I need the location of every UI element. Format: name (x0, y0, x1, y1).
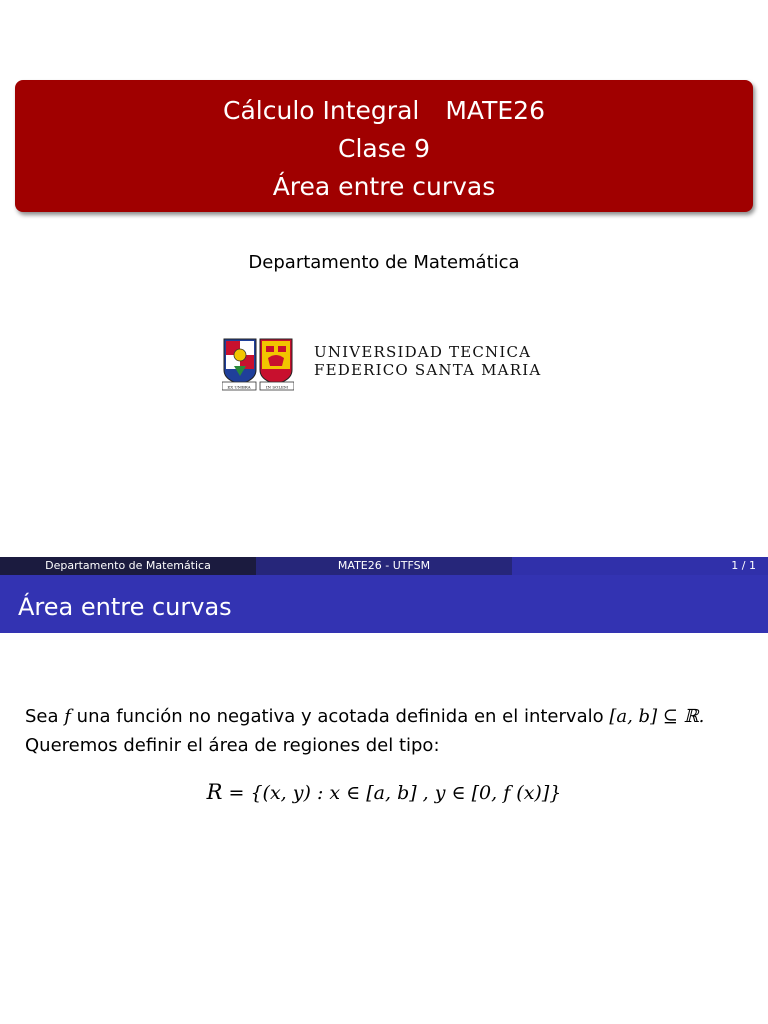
math-interval: [a, b] ⊆ ℝ. (609, 706, 705, 727)
university-name-line2: FEDERICO SANTA MARIA (314, 361, 542, 379)
formula-region-symbol: R (206, 780, 223, 804)
course-title-line (15, 92, 753, 130)
university-name (314, 343, 541, 379)
text-function-description: una función no negativa y acotada definida en el intervalo (70, 706, 610, 727)
shield-motto-right: IN SOLEM (265, 384, 289, 390)
course-name: Cálculo Integral (223, 96, 420, 125)
shield-motto-left: EX UMBRA (227, 384, 251, 390)
definition-paragraph (25, 702, 755, 760)
text-sea: Sea (25, 706, 65, 727)
university-shield-icon (222, 336, 294, 392)
course-code: MATE26 (445, 96, 545, 125)
math-f: f (64, 706, 71, 727)
paragraph-line-1 (25, 702, 755, 731)
university-logo (222, 336, 552, 392)
paragraph-line-2: Queremos definir el área de regiones del tipo: (25, 735, 440, 756)
footer-department: Departamento de Matemática (0, 557, 256, 575)
footer-course: MATE26 - UTFSM (256, 557, 512, 575)
slide-footer (0, 557, 768, 575)
frame-title: Área entre curvas (0, 575, 768, 633)
title-box (15, 80, 753, 212)
footer-page-number: 1 / 1 (512, 557, 768, 575)
region-formula (0, 780, 768, 804)
class-number: Clase 9 (338, 134, 430, 163)
department-name: Departamento de Matemática (248, 252, 520, 273)
university-name-line1: UNIVERSIDAD TECNICA (314, 343, 532, 361)
class-topic: Área entre curvas (272, 172, 496, 201)
formula-set-definition: = {(x, y) : x ∈ [a, b] , y ∈ [0, f (x)]} (222, 782, 562, 804)
